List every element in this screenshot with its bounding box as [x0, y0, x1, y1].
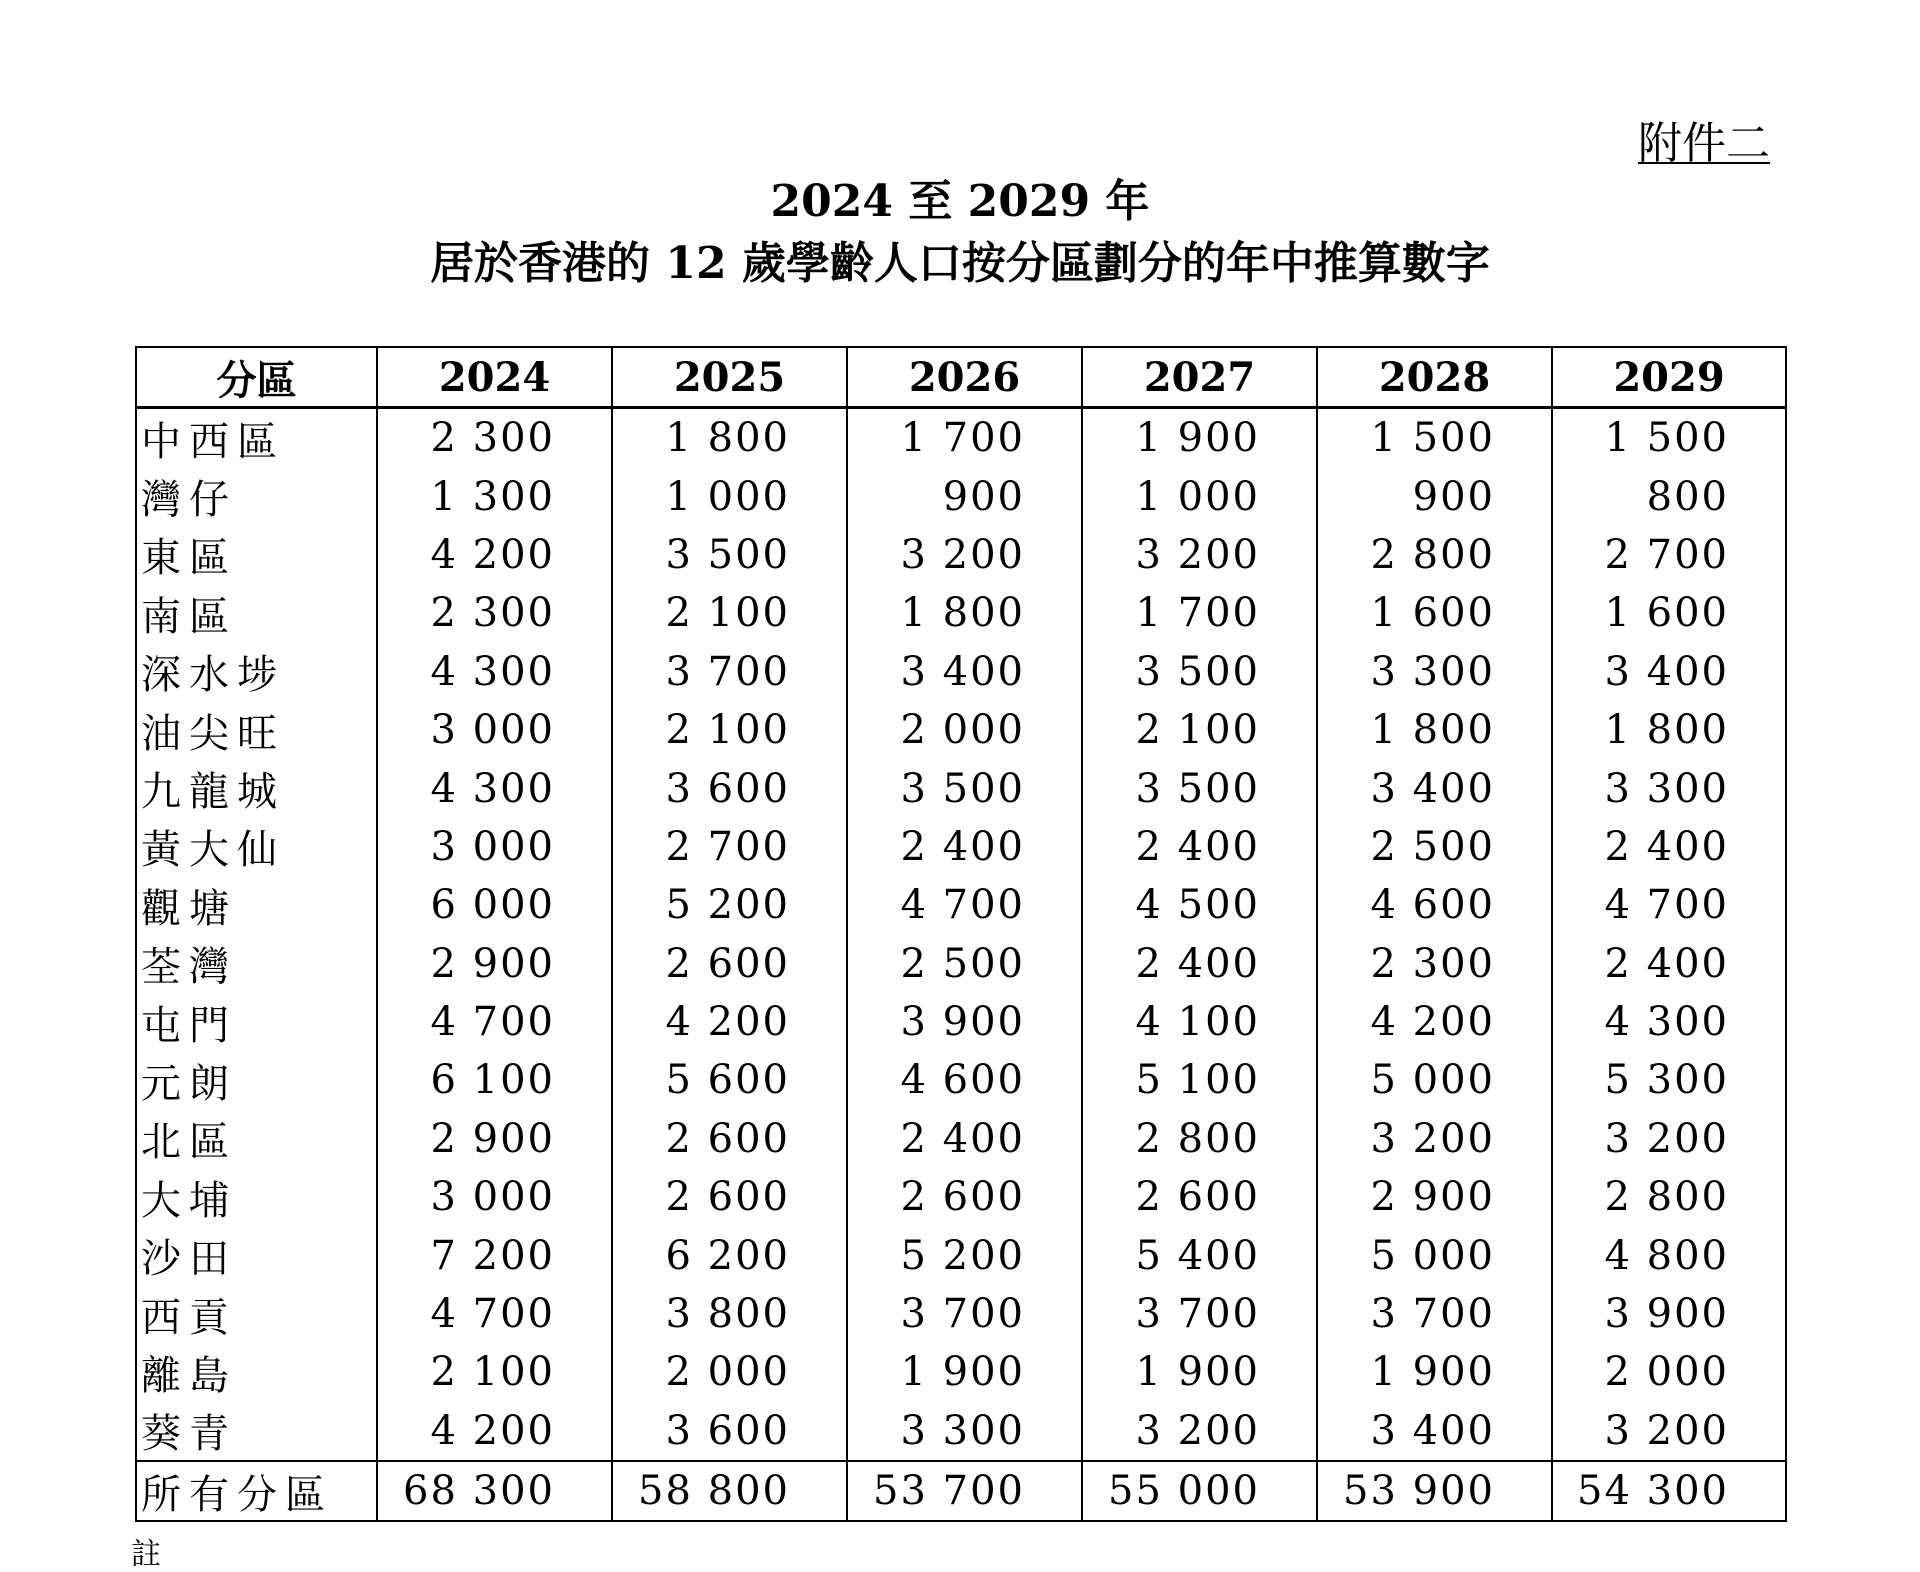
population-value: 900 [847, 467, 1082, 525]
table-row [136, 1402, 1786, 1461]
population-value: 2 700 [612, 818, 847, 876]
population-value: 2 100 [612, 584, 847, 642]
total-value: 53 700 [847, 1461, 1082, 1521]
population-value: 4 500 [1082, 876, 1317, 934]
header-year: 2025 [612, 347, 847, 408]
table-row [136, 1285, 1786, 1343]
population-value: 4 300 [377, 643, 612, 701]
district-name: 葵青 [136, 1402, 377, 1461]
population-value: 4 700 [847, 876, 1082, 934]
district-name: 油尖旺 [136, 701, 377, 759]
population-value: 1 700 [1082, 584, 1317, 642]
district-name: 黃大仙 [136, 818, 377, 876]
population-value: 2 400 [847, 818, 1082, 876]
population-value: 1 600 [1552, 584, 1786, 642]
population-value: 3 000 [377, 701, 612, 759]
population-value: 3 600 [612, 759, 847, 817]
table-row [136, 1343, 1786, 1401]
population-value: 3 400 [847, 643, 1082, 701]
population-value: 3 900 [847, 993, 1082, 1051]
population-value: 1 900 [1082, 1343, 1317, 1401]
population-value: 5 300 [1552, 1051, 1786, 1109]
district-name: 屯門 [136, 993, 377, 1051]
header-year: 2026 [847, 347, 1082, 408]
population-value: 2 500 [1317, 818, 1552, 876]
population-value: 1 700 [847, 408, 1082, 468]
population-value: 3 500 [1082, 643, 1317, 701]
population-value: 3 200 [1317, 1110, 1552, 1168]
table-row [136, 993, 1786, 1051]
population-value: 5 200 [847, 1226, 1082, 1284]
population-value: 6 200 [612, 1226, 847, 1284]
population-value: 3 500 [612, 526, 847, 584]
table-row [136, 759, 1786, 817]
population-value: 3 700 [1317, 1285, 1552, 1343]
district-name: 元朗 [136, 1051, 377, 1109]
population-value: 2 500 [847, 935, 1082, 993]
population-value: 2 600 [612, 1168, 847, 1226]
population-value: 4 200 [377, 1402, 612, 1461]
population-value: 3 200 [847, 526, 1082, 584]
population-value: 3 000 [377, 818, 612, 876]
header-year: 2028 [1317, 347, 1552, 408]
population-value: 2 000 [612, 1343, 847, 1401]
population-value: 4 200 [612, 993, 847, 1051]
population-value: 4 300 [1552, 993, 1786, 1051]
population-value: 4 600 [1317, 876, 1552, 934]
table-row [136, 935, 1786, 993]
population-value: 3 800 [612, 1285, 847, 1343]
population-value: 2 300 [377, 408, 612, 468]
total-value: 68 300 [377, 1461, 612, 1521]
total-label: 所有分區 [136, 1461, 377, 1521]
population-value: 1 900 [847, 1343, 1082, 1401]
population-value: 7 200 [377, 1226, 612, 1284]
table-row [136, 876, 1786, 934]
population-value: 4 700 [1552, 876, 1786, 934]
population-value: 3 400 [1317, 759, 1552, 817]
footnote: 註 [131, 1537, 161, 1572]
population-value: 3 400 [1552, 643, 1786, 701]
district-name: 沙田 [136, 1226, 377, 1284]
population-value: 2 800 [1082, 1110, 1317, 1168]
population-value: 1 800 [1317, 701, 1552, 759]
district-name: 深水埗 [136, 643, 377, 701]
district-name: 中西區 [136, 408, 377, 468]
population-value: 4 100 [1082, 993, 1317, 1051]
district-name: 大埔 [136, 1168, 377, 1226]
population-value: 2 400 [1552, 935, 1786, 993]
population-value: 5 000 [1317, 1051, 1552, 1109]
population-value: 3 700 [847, 1285, 1082, 1343]
population-value: 1 500 [1317, 408, 1552, 468]
table-row [136, 1168, 1786, 1226]
table-row [136, 408, 1786, 468]
table-row [136, 1226, 1786, 1284]
population-value: 3 200 [1552, 1402, 1786, 1461]
district-name: 灣仔 [136, 467, 377, 525]
population-value: 6 100 [377, 1051, 612, 1109]
population-value: 3 500 [847, 759, 1082, 817]
table-row [136, 526, 1786, 584]
population-value: 5 000 [1317, 1226, 1552, 1284]
district-name: 西貢 [136, 1285, 377, 1343]
population-value: 2 300 [377, 584, 612, 642]
table-row [136, 643, 1786, 701]
header-year: 2024 [377, 347, 612, 408]
population-value: 2 600 [1082, 1168, 1317, 1226]
population-value: 1 800 [847, 584, 1082, 642]
population-value: 5 400 [1082, 1226, 1317, 1284]
population-value: 3 500 [1082, 759, 1317, 817]
population-value: 2 600 [612, 935, 847, 993]
population-value: 2 900 [1317, 1168, 1552, 1226]
population-value: 2 700 [1552, 526, 1786, 584]
population-value: 4 200 [1317, 993, 1552, 1051]
population-value: 1 900 [1082, 408, 1317, 468]
total-value: 58 800 [612, 1461, 847, 1521]
population-value: 5 200 [612, 876, 847, 934]
population-value: 1 000 [1082, 467, 1317, 525]
population-value: 1 900 [1317, 1343, 1552, 1401]
table-row [136, 1051, 1786, 1109]
population-value: 2 300 [1317, 935, 1552, 993]
title-years: 2024 至 2029 年 [770, 176, 1150, 227]
population-value: 3 300 [847, 1402, 1082, 1461]
district-name: 北區 [136, 1110, 377, 1168]
population-value: 3 700 [612, 643, 847, 701]
population-value: 2 800 [1552, 1168, 1786, 1226]
total-value: 55 000 [1082, 1461, 1317, 1521]
header-year: 2027 [1082, 347, 1317, 408]
population-value: 4 700 [377, 993, 612, 1051]
table-row [136, 818, 1786, 876]
population-value: 2 000 [1552, 1343, 1786, 1401]
population-value: 2 100 [377, 1343, 612, 1401]
population-value: 3 400 [1317, 1402, 1552, 1461]
population-value: 3 000 [377, 1168, 612, 1226]
header-district: 分區 [136, 347, 377, 408]
population-value: 1 800 [1552, 701, 1786, 759]
population-value: 2 600 [612, 1110, 847, 1168]
population-value: 3 300 [1552, 759, 1786, 817]
header-row [136, 347, 1786, 408]
population-value: 3 900 [1552, 1285, 1786, 1343]
population-table [135, 346, 1787, 1522]
population-value: 6 000 [377, 876, 612, 934]
title-description: 居於香港的 12 歲學齡人口按分區劃分的年中推算數字 [430, 238, 1490, 289]
population-value: 2 800 [1317, 526, 1552, 584]
population-value: 3 700 [1082, 1285, 1317, 1343]
population-value: 2 400 [1082, 818, 1317, 876]
population-value: 2 100 [1082, 701, 1317, 759]
population-value: 800 [1552, 467, 1786, 525]
table-body [136, 408, 1786, 1522]
annex-label: 附件二 [1638, 118, 1770, 169]
population-value: 2 900 [377, 935, 612, 993]
population-value: 2 900 [377, 1110, 612, 1168]
population-value: 4 800 [1552, 1226, 1786, 1284]
population-value: 900 [1317, 467, 1552, 525]
population-value: 1 800 [612, 408, 847, 468]
population-value: 3 600 [612, 1402, 847, 1461]
table-row [136, 467, 1786, 525]
population-value: 3 300 [1317, 643, 1552, 701]
district-name: 東區 [136, 526, 377, 584]
population-value: 1 600 [1317, 584, 1552, 642]
population-value: 5 600 [612, 1051, 847, 1109]
total-value: 53 900 [1317, 1461, 1552, 1521]
population-value: 3 200 [1552, 1110, 1786, 1168]
population-value: 5 100 [1082, 1051, 1317, 1109]
district-name: 離島 [136, 1343, 377, 1401]
population-value: 2 600 [847, 1168, 1082, 1226]
population-value: 4 200 [377, 526, 612, 584]
population-value: 3 200 [1082, 1402, 1317, 1461]
total-value: 54 300 [1552, 1461, 1786, 1521]
district-name: 荃灣 [136, 935, 377, 993]
population-value: 1 300 [377, 467, 612, 525]
district-name: 九龍城 [136, 759, 377, 817]
table-row [136, 701, 1786, 759]
table-row [136, 584, 1786, 642]
population-value: 2 400 [1082, 935, 1317, 993]
population-value: 1 000 [612, 467, 847, 525]
population-value: 2 400 [1552, 818, 1786, 876]
header-year: 2029 [1552, 347, 1786, 408]
population-value: 1 500 [1552, 408, 1786, 468]
population-value: 2 100 [612, 701, 847, 759]
district-name: 觀塘 [136, 876, 377, 934]
population-value: 4 600 [847, 1051, 1082, 1109]
population-value: 2 000 [847, 701, 1082, 759]
population-value: 4 300 [377, 759, 612, 817]
table-row [136, 1110, 1786, 1168]
population-value: 4 700 [377, 1285, 612, 1343]
population-value: 3 200 [1082, 526, 1317, 584]
district-name: 南區 [136, 584, 377, 642]
total-row [136, 1461, 1786, 1521]
population-value: 2 400 [847, 1110, 1082, 1168]
